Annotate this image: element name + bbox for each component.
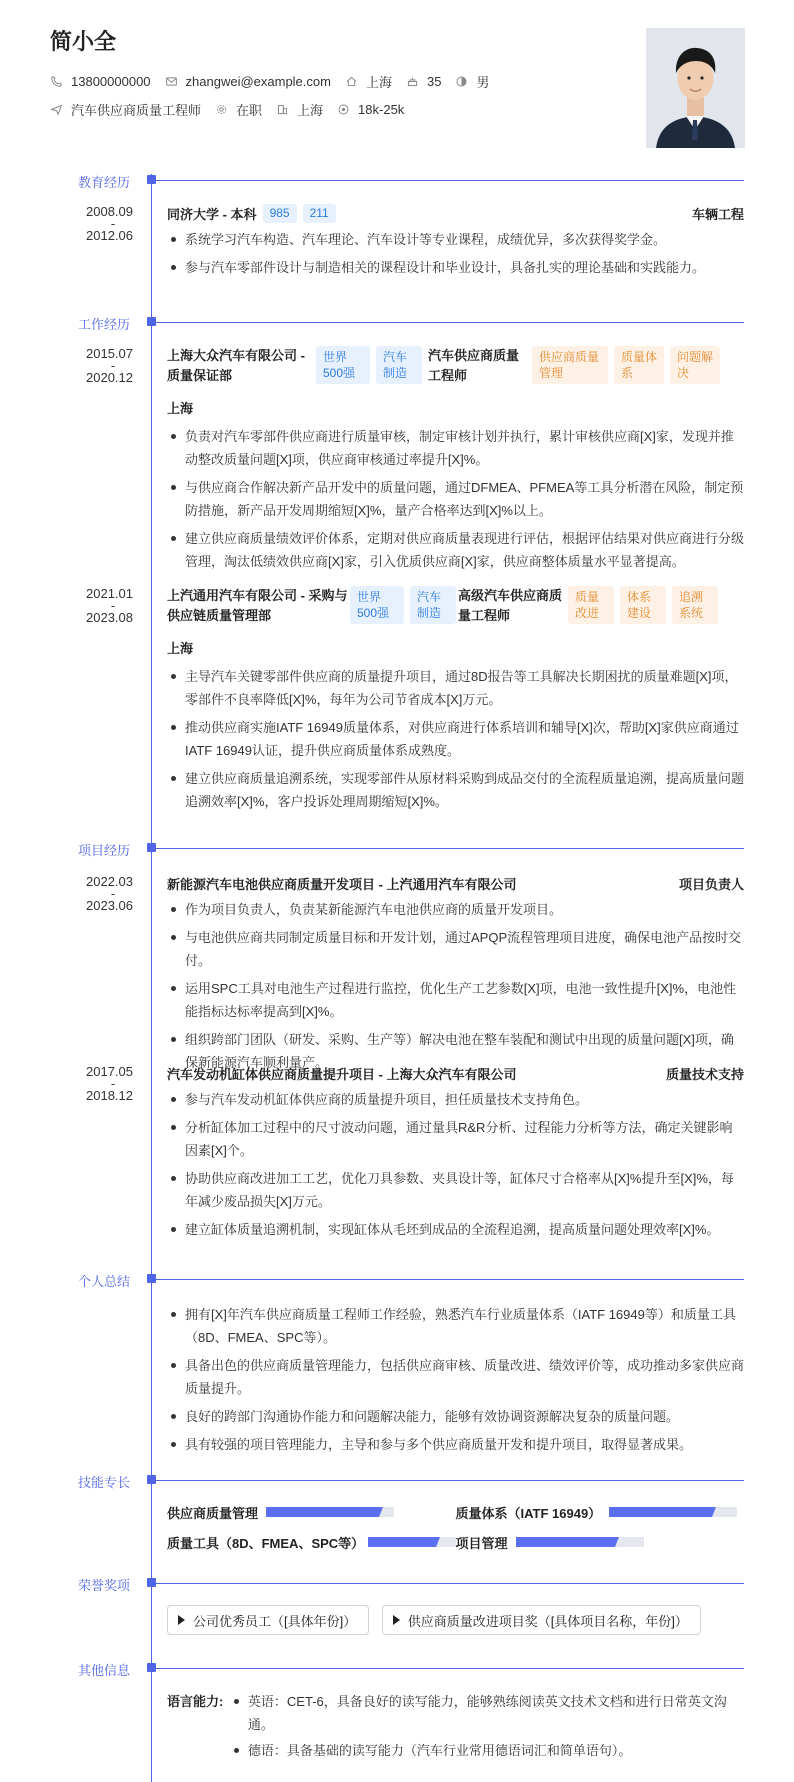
section-title-summary: 个人总结 [77, 1274, 130, 1289]
status-text: 在职 [236, 102, 263, 118]
company-name: 上汽通用汽车有限公司 - 采购与供应链质量管理部 [167, 588, 348, 623]
skills-content [167, 1502, 744, 1562]
skill-row [167, 1502, 744, 1522]
section-header [0, 842, 794, 858]
position-tags [526, 346, 720, 384]
list-item: 与电池供应商共同制定质量目标和开发计划，通过APQP流程管理项目进度，确保电池产品按时交付。 [167, 926, 744, 972]
profile-photo [646, 28, 745, 148]
date-end: 2020.12 [86, 370, 133, 385]
section-marker [147, 1663, 156, 1672]
section-header [0, 1577, 794, 1593]
skill-bar [609, 1507, 737, 1517]
list-item: 具有较强的项目管理能力，主导和参与多个供应商质量开发和提升项目，取得显著成果。 [167, 1433, 744, 1456]
candidate-name: 简小全 [50, 29, 117, 54]
list-item: 具备出色的供应商质量管理能力，包括供应商审核、质量改进、绩效评价等，成功推动多家供应商质量提升。 [167, 1354, 744, 1400]
company-tag: 世界500强 [316, 346, 370, 384]
portrait-image [646, 28, 745, 148]
project-bullets [167, 1088, 744, 1241]
work-title-row [167, 346, 744, 386]
list-item: 推动供应商实施IATF 16949质量体系，对供应商进行体系培训和辅导[X]次，帮助[X]家供应商通过IATF 16949认证，提升供应商质量体系成熟度。 [167, 716, 744, 762]
project-role: 项目负责人 [678, 877, 744, 892]
list-item: 参与汽车发动机缸体供应商的质量提升项目，担任质量技术支持角色。 [167, 1088, 744, 1111]
entry-date: 2017.05 - 2018.12 [86, 1064, 133, 1103]
section-divider [156, 1668, 744, 1669]
skill-bar-fill [516, 1537, 616, 1547]
skill-bar-fill [609, 1507, 711, 1517]
list-item: 与供应商合作解决新产品开发中的质量问题，通过DFMEA、PFMEA等工具分析潜在风险，制定预防措施，新产品开发周期缩短[X]%，量产合格率达到[X]%以上。 [167, 476, 744, 522]
project-title-row [167, 1064, 744, 1083]
job-target-item [50, 100, 201, 119]
section-marker [147, 317, 156, 326]
gender-text: 男 [476, 74, 490, 90]
skill-row [167, 1532, 744, 1552]
project-title-row [167, 874, 744, 893]
list-item: 主导汽车关键零部件供应商的质量提升项目，通过8D报告等工具解决长期困扰的质量难题[X]项，零部件不良率降低[X]%，每年为公司节省成本[X]万元。 [167, 665, 744, 711]
company-tag: 汽车制造 [410, 586, 456, 624]
language-row [167, 1690, 744, 1765]
skill-name: 质量工具（8D、FMEA、SPC等） [167, 1535, 365, 1551]
entry-date: 2015.07 - 2020.12 [86, 346, 133, 385]
position-name: 高级汽车供应商质量工程师 [458, 588, 563, 623]
list-item: 德语：具备基础的读写能力（汽车行业常用德语词汇和简单语句）。 [230, 1739, 744, 1762]
section-divider [156, 848, 744, 849]
section-title-awards: 荣誉奖项 [77, 1578, 130, 1593]
skill-bar [368, 1537, 456, 1547]
list-item: 英语：CET-6，具备良好的读写能力，能够熟练阅读英文技术文档和进行日常英文沟通。 [230, 1690, 744, 1736]
location-item [345, 72, 392, 91]
major-name: 车辆工程 [691, 207, 744, 222]
section-header [0, 1474, 794, 1490]
position-tag: 质量改进 [568, 586, 614, 624]
awards-content [167, 1605, 744, 1635]
date-end: 2012.06 [86, 228, 133, 243]
building-icon [276, 103, 289, 116]
status-item [215, 100, 262, 119]
salary-text: 18k-25k [358, 101, 405, 117]
position-tag: 质量体系 [614, 346, 664, 384]
skill-bar [516, 1537, 644, 1547]
position-tag: 供应商质量管理 [532, 346, 608, 384]
section-marker [147, 1475, 156, 1484]
company-name: 上海大众汽车有限公司 - 质量保证部 [167, 348, 305, 383]
entry-content [167, 1064, 744, 1246]
date-end: 2023.06 [86, 898, 133, 913]
project-title: 汽车发动机缸体供应商质量提升项目 - 上海大众汽车有限公司 [167, 1067, 517, 1082]
contact-line [50, 70, 750, 92]
list-item: 参与汽车零部件设计与制造相关的课程设计和毕业设计，具备扎实的理论基础和实践能力。 [167, 256, 744, 279]
section-header [0, 1273, 794, 1289]
section-header [0, 1662, 794, 1678]
entry-date: 2022.03 - 2023.06 [86, 874, 133, 913]
section-title-skills: 技能专长 [77, 1475, 130, 1490]
job-target-text: 汽车供应商质量工程师 [71, 102, 202, 118]
city-item [276, 100, 323, 119]
gender-item [455, 72, 489, 91]
school-tag: 985 [263, 204, 297, 223]
section-header [0, 174, 794, 190]
skill-item [167, 1533, 456, 1552]
salary-item [337, 102, 404, 117]
age-text: 35 [426, 73, 442, 89]
company-tag: 世界500强 [350, 586, 404, 624]
school-tag: 211 [303, 204, 336, 223]
location-text: 上海 [365, 74, 392, 90]
cake-icon [406, 75, 419, 88]
section-marker [147, 175, 156, 184]
entry-content [167, 346, 744, 578]
language-list [230, 1690, 744, 1765]
position-name: 汽车供应商质量工程师 [428, 348, 520, 383]
work-bullets [167, 425, 744, 573]
list-item: 系统学习汽车构造、汽车理论、汽车设计等专业课程，成绩优异，多次获得奖学金。 [167, 228, 744, 251]
skill-item [167, 1503, 456, 1522]
list-item: 组织跨部门团队（研发、采购、生产等）解决电池在整车装配和测试中出现的质量问题[X]项，确保新能源汽车顺利量产。 [167, 1028, 744, 1074]
section-divider [156, 180, 744, 181]
play-icon [178, 1615, 185, 1625]
section-marker [147, 1578, 156, 1587]
skill-bar [266, 1507, 394, 1517]
skill-item [456, 1503, 745, 1522]
position-tags [562, 586, 718, 624]
entry-content [167, 204, 744, 284]
city-text: 上海 [297, 102, 324, 118]
resume-header [50, 26, 750, 151]
date-start: 2021.01 [86, 586, 133, 601]
summary-bullets [167, 1303, 744, 1456]
work-title-row [167, 586, 744, 626]
skill-name: 项目管理 [455, 1535, 508, 1551]
position-tag: 体系建设 [620, 586, 666, 624]
work-bullets [167, 665, 744, 813]
section-title-work: 工作经历 [77, 317, 130, 332]
date-start: 2022.03 [86, 874, 133, 889]
phone-icon [50, 75, 63, 88]
skill-bar-fill [368, 1537, 437, 1547]
skill-bar-fill [266, 1507, 379, 1517]
list-item: 良好的跨部门沟通协作能力和问题解决能力，能够有效协调资源解决复杂的质量问题。 [167, 1405, 744, 1428]
section-header [0, 316, 794, 332]
company-tags [310, 346, 428, 384]
work-city: 上海 [167, 641, 194, 656]
target-icon [337, 103, 350, 116]
section-divider [156, 1583, 744, 1584]
gender-icon [455, 75, 468, 88]
list-item: 负责对汽车零部件供应商进行质量审核，制定审核计划并执行，累计审核供应商[X]家，发现并推动整改质量问题[X]项，供应商审核通过率提升[X]%。 [167, 425, 744, 471]
entry-content [167, 874, 744, 1079]
project-role: 质量技术支持 [665, 1067, 744, 1082]
list-item: 建立供应商质量绩效评价体系，定期对供应商质量表现进行评估，根据评估结果对供应商进行分级管理，淘汰低绩效供应商[X]家，引入优质供应商[X]家，供应商整体质量水平显著提高。 [167, 527, 744, 573]
send-icon [50, 103, 63, 116]
list-item: 建立供应商质量追溯系统，实现零部件从原材料采购到成品交付的全流程质量追溯，提高质量问题追溯效率[X]%，客户投诉处理周期缩短[X]%。 [167, 767, 744, 813]
timeline-line [151, 174, 152, 1782]
skill-name: 质量体系（IATF 16949） [455, 1505, 602, 1521]
award-text: 供应商质量改进项目奖（[具体项目名称，年份]） [407, 1613, 688, 1629]
phone-text: 13800000000 [71, 73, 151, 89]
school-name: 同济大学 - 本科 [167, 207, 257, 222]
list-item: 协助供应商改进加工工艺，优化刀具参数、夹具设计等，缸体尺寸合格率从[X]%提升至[X]%，每年减少废品损失[X]万元。 [167, 1167, 744, 1213]
education-title-row [167, 204, 744, 223]
section-marker [147, 843, 156, 852]
age-item [406, 74, 441, 89]
company-tag: 汽车制造 [376, 346, 422, 384]
entry-content [167, 586, 744, 818]
position-tag: 问题解决 [670, 346, 720, 384]
award-item[interactable] [167, 1605, 369, 1635]
project-title: 新能源汽车电池供应商质量开发项目 - 上汽通用汽车有限公司 [167, 877, 517, 892]
skill-name: 供应商质量管理 [167, 1505, 259, 1521]
company-tags [344, 586, 458, 624]
project-bullets [167, 898, 744, 1074]
list-item: 运用SPC工具对电池生产过程进行监控，优化生产工艺参数[X]项，电池一致性提升[X]%，电池性能指标达标率提高到[X]%。 [167, 977, 744, 1023]
award-text: 公司优秀员工（[具体年份]） [193, 1613, 357, 1629]
phone-item [50, 74, 151, 89]
work-city: 上海 [167, 401, 194, 416]
date-end: 2023.08 [86, 610, 133, 625]
entry-date: 2008.09 - 2012.06 [86, 204, 133, 243]
list-item: 分析缸体加工过程中的尺寸波动问题，通过量具R&R分析、过程能力分析等方法，确定关键影响因素[X]个。 [167, 1116, 744, 1162]
home-icon [345, 75, 358, 88]
award-item[interactable] [382, 1605, 701, 1635]
other-content [167, 1690, 744, 1765]
summary-content [167, 1297, 744, 1461]
section-title-other: 其他信息 [77, 1663, 130, 1678]
skill-item [456, 1533, 745, 1552]
job-line [50, 98, 750, 120]
section-divider [156, 322, 744, 323]
mail-icon [165, 75, 178, 88]
date-start: 2017.05 [86, 1064, 133, 1079]
entry-date: 2021.01 - 2023.08 [86, 586, 133, 625]
date-end: 2018.12 [86, 1088, 133, 1103]
section-title-projects: 项目经历 [77, 843, 130, 858]
list-item: 作为项目负责人，负责某新能源汽车电池供应商的质量开发项目。 [167, 898, 744, 921]
language-label: 语言能力: [167, 1694, 224, 1709]
list-item: 拥有[X]年汽车供应商质量工程师工作经验，熟悉汽车行业质量体系（IATF 16949等）和质量工具（8D、FMEA、SPC等）。 [167, 1303, 744, 1349]
section-divider [156, 1480, 744, 1481]
section-marker [147, 1274, 156, 1283]
play-icon [393, 1615, 400, 1625]
date-start: 2015.07 [86, 346, 133, 361]
gear-icon [215, 103, 228, 116]
section-divider [156, 1279, 744, 1280]
list-item: 建立缸体质量追溯机制，实现缸体从毛坯到成品的全流程追溯，提高质量问题处理效率[X]%。 [167, 1218, 744, 1241]
position-tag: 追溯系统 [672, 586, 718, 624]
email-text: zhangwei@example.com [185, 73, 331, 89]
date-start: 2008.09 [86, 204, 133, 219]
section-title-education: 教育经历 [77, 175, 130, 190]
email-item [165, 74, 331, 89]
education-bullets [167, 228, 744, 279]
